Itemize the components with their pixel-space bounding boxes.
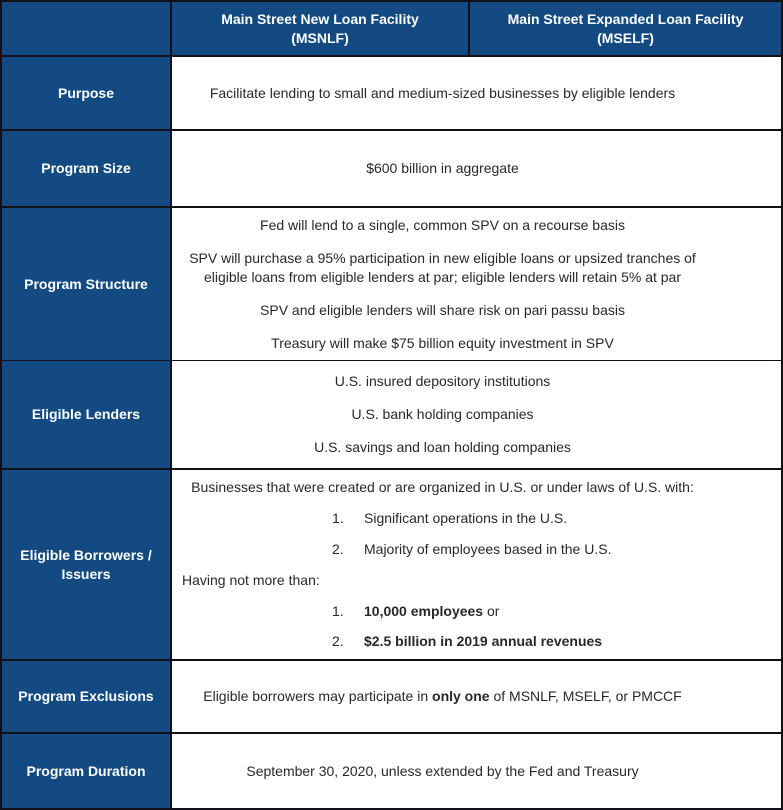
row-eligible-borrowers-content (172, 470, 781, 659)
borrowers-intro: Businesses that were created or are organized in U.S. or under laws of U.S. with: (191, 479, 694, 495)
limit-text (364, 632, 602, 651)
list-number: 2. (332, 633, 344, 650)
row-program-structure-label: Program Structure (2, 208, 172, 360)
limit-text (364, 602, 499, 621)
lender-item: U.S. insured depository institutions (334, 373, 551, 390)
row-eligible-lenders (2, 361, 781, 470)
row-purpose (2, 57, 781, 131)
row-purpose-content (172, 57, 781, 129)
borrowers-criterion (332, 540, 703, 559)
borrowers-limit (332, 602, 703, 621)
structure-paragraph: SPV and eligible lenders will share risk on pari passu basis (260, 301, 625, 318)
row-program-exclusions-label: Program Exclusions (2, 661, 172, 732)
list-number: 1. (332, 509, 344, 526)
row-purpose-label: Purpose (2, 57, 172, 129)
row-program-size (2, 131, 781, 208)
limit-suffix: or (483, 602, 500, 619)
header-msnlf-abbrev: (MSNLF) (291, 29, 349, 46)
header-corner-cell (2, 2, 172, 55)
limit-bold: 10,000 employees (364, 602, 484, 619)
row-program-exclusions (2, 661, 781, 734)
lender-item: U.S. bank holding companies (351, 406, 534, 423)
exclusions-text (203, 687, 681, 706)
criterion-text: Majority of employees based in the U.S. (364, 540, 612, 557)
exclusions-pre: Eligible borrowers may participate in (203, 688, 433, 705)
row-program-duration-content (172, 734, 781, 808)
header-mself-abbrev: (MSELF) (597, 29, 654, 46)
row-program-structure-content (172, 208, 781, 360)
row-program-structure (2, 208, 781, 361)
row-program-size-content (172, 131, 781, 206)
row-program-size-label: Program Size (2, 131, 172, 206)
list-number: 2. (332, 540, 344, 557)
structure-paragraph: SPV will purchase a 95% participation in new eligible loans or upsized tranches of eligible loans from eligible lenders at par; eligible lenders will retain 5% at par (189, 249, 696, 285)
borrowers-having-label: Having not more than: (182, 571, 320, 588)
program-size-text: $600 billion in aggregate (366, 160, 519, 177)
list-number: 1. (332, 602, 344, 619)
row-program-duration-label: Program Duration (2, 734, 172, 808)
row-eligible-borrowers-label: Eligible Borrowers / Issuers (2, 470, 172, 659)
table-header-row (2, 2, 781, 57)
lender-item: U.S. savings and loan holding companies (314, 438, 571, 455)
limit-bold: $2.5 billion in 2019 annual revenues (364, 633, 603, 650)
structure-paragraph: Treasury will make $75 billion equity investment in SPV (271, 334, 614, 351)
purpose-text: Facilitate lending to small and medium-sized businesses by eligible lenders (209, 84, 676, 101)
row-program-duration (2, 734, 781, 808)
row-eligible-lenders-label: Eligible Lenders (2, 361, 172, 468)
header-mself-title: Main Street Expanded Loan Facility (507, 10, 744, 27)
exclusions-post: of MSNLF, MSELF, or PMCCF (489, 688, 682, 705)
header-mself (470, 2, 781, 55)
criterion-text: Significant operations in the U.S. (364, 509, 568, 526)
borrowers-criterion (332, 509, 703, 528)
exclusions-bold: only one (432, 688, 490, 705)
row-eligible-borrowers (2, 470, 781, 661)
row-program-exclusions-content (172, 661, 781, 732)
row-eligible-lenders-content (172, 361, 781, 468)
structure-paragraph: Fed will lend to a single, common SPV on a recourse basis (260, 217, 625, 233)
header-msnlf-title: Main Street New Loan Facility (221, 10, 419, 27)
borrowers-limit (332, 632, 703, 651)
duration-text: September 30, 2020, unless extended by the Fed and Treasury (246, 762, 639, 779)
header-msnlf (172, 2, 470, 55)
